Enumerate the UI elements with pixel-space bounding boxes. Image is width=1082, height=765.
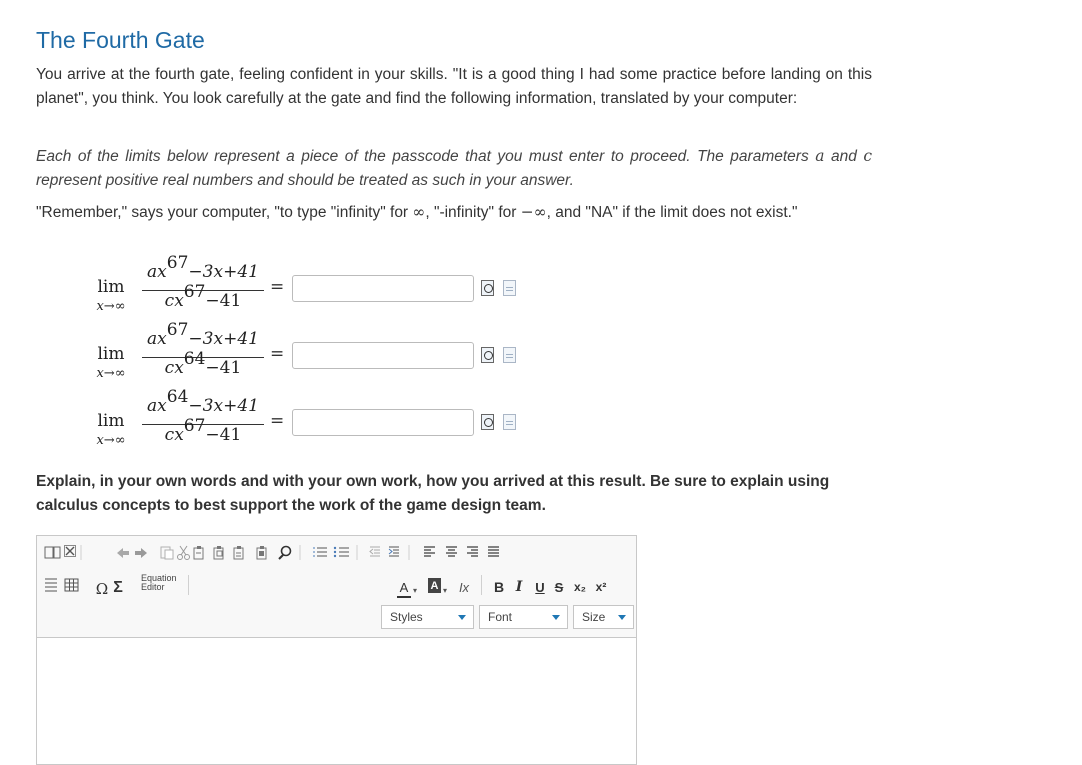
subscript-button[interactable]: x₂ [573,580,586,594]
num-tail: −3x+41 [188,396,259,416]
answer-help-icon[interactable] [503,414,516,430]
instructions-and: and [824,148,864,165]
intro-paragraph: You arrive at the fourth gate, feeling confident in your skills. "It is a good thing I had some practice before landing on this planet", you think. You look carefully at the gate and find the following information, translated by your computer: [36,66,872,107]
font-dropdown[interactable] [479,605,568,629]
equation-editor-line2: Editor [141,582,165,592]
num-tail: −3x+41 [188,262,259,282]
copy-format-icon[interactable] [161,547,173,559]
answer-help-icon[interactable] [503,347,516,363]
answer-input-1[interactable] [292,275,474,302]
italic-button[interactable]: I [515,579,523,595]
den-exponent: 64 [183,349,206,370]
find-icon[interactable] [279,547,291,560]
num-exponent: 67 [166,253,189,274]
background-color-button[interactable]: A [428,578,441,593]
param-c: c [863,147,873,165]
den-tail: −41 [205,291,242,311]
num-exponent: 67 [166,320,189,341]
instructions-text-2: represent positive real numbers and should be treated as such in your answer. [36,172,574,189]
num-exponent: 64 [166,387,189,408]
source-view-icon[interactable] [45,547,60,558]
rich-text-editor [36,535,637,765]
paste-text-icon[interactable] [234,546,243,559]
numerator [140,253,266,282]
undo-icon[interactable] [117,548,129,558]
text-color-dropdown[interactable]: ▾ [412,585,417,595]
den-lead: cx [164,291,184,311]
size-label: Size [582,610,606,624]
align-right-icon[interactable] [467,547,478,556]
instructions-paragraph [36,144,872,193]
denominator [140,282,266,311]
num-lead: ax [147,396,167,416]
decrease-indent-icon[interactable] [370,547,380,556]
answer-input-2[interactable] [292,342,474,369]
redo-icon[interactable] [135,548,147,558]
size-dropdown[interactable] [573,605,634,629]
toolbar-separator [188,575,189,595]
equals-sign: = [270,344,285,364]
instructions-text-1: Each of the limits below represent a piece of the passcode that you must enter to proceed. The parameters [36,148,816,165]
styles-dropdown[interactable] [381,605,474,629]
den-exponent: 67 [183,282,206,303]
remember-text-3: , and "NA" if the limit does not exist." [546,204,798,221]
den-exponent: 67 [183,416,206,437]
numerator [140,387,266,416]
lim-word: lim [97,411,125,431]
chevron-down-icon [618,615,626,620]
infinity-symbol: ∞ [412,203,426,221]
horizontal-line-icon[interactable] [45,579,57,591]
increase-indent-icon[interactable] [389,547,399,556]
editor-toolbar-row-2-left [37,572,97,598]
equation-editor-button[interactable] [141,574,177,592]
den-lead: cx [164,425,184,445]
remember-paragraph [36,200,872,225]
equation-editor-line1: Equation [141,573,177,583]
align-center-icon[interactable] [446,547,457,556]
preview-answer-icon[interactable] [481,414,494,430]
page-title: The Fourth Gate [36,27,205,53]
bold-button[interactable]: B [493,579,505,595]
equals-sign: = [270,411,285,431]
answer-help-icon[interactable] [503,280,516,296]
numerator [140,320,266,349]
maximize-icon[interactable] [65,546,76,557]
lim-word: lim [97,344,125,364]
lim-subscript: x→∞ [96,299,126,314]
text-color-button[interactable]: A [397,578,411,598]
cut-icon[interactable] [178,546,190,560]
chevron-down-icon [458,615,466,620]
clear-formatting-button[interactable]: Ix [458,579,470,595]
den-tail: −41 [205,358,242,378]
equals-sign: = [270,277,285,297]
paste-word-icon[interactable] [257,546,266,559]
strikethrough-button[interactable]: S [554,579,564,595]
remember-text-1: "Remember," says your computer, "to type "infinity" for [36,204,413,221]
limit-row-1 [0,253,600,324]
num-tail: −3x+41 [188,329,259,349]
preview-answer-icon[interactable] [481,347,494,363]
explain-prompt: Explain, in your own words and with your own work, how you arrived at this result. Be sure to explain using calculus concepts to best support the work of the game design team. [36,473,830,514]
denominator [140,349,266,378]
justify-icon[interactable] [488,547,499,556]
lim-subscript: x→∞ [96,366,126,381]
align-left-icon[interactable] [424,547,435,556]
answer-input-3[interactable] [292,409,474,436]
toolbar-separator [481,575,482,595]
editor-content-area[interactable] [37,637,636,764]
denominator [140,416,266,445]
special-character-button[interactable]: Ω [95,580,109,598]
neg-infinity-symbol: −∞ [520,203,547,221]
lim-subscript: x→∞ [96,433,126,448]
numbered-list-icon[interactable] [313,548,327,556]
chevron-down-icon [552,615,560,620]
bulleted-list-icon[interactable] [334,547,349,557]
num-lead: ax [147,329,167,349]
sigma-button[interactable]: Σ [113,579,123,596]
table-icon[interactable] [65,579,78,591]
background-color-dropdown[interactable]: ▾ [442,585,447,595]
editor-toolbar-row-1 [37,536,637,570]
param-a: a [815,147,825,165]
den-tail: −41 [205,425,242,445]
limit-row-2 [0,320,600,391]
limit-row-3 [0,387,600,458]
font-label: Font [488,610,513,624]
den-lead: cx [164,358,184,378]
paste-icon[interactable] [214,546,223,559]
num-lead: ax [147,262,167,282]
copy-icon[interactable] [194,546,203,559]
superscript-button[interactable]: x² [595,580,607,594]
preview-answer-icon[interactable] [481,280,494,296]
styles-label: Styles [390,610,423,624]
lim-word: lim [97,277,125,297]
underline-button[interactable]: U [535,579,545,595]
remember-text-2: , "-infinity" for [425,204,521,221]
